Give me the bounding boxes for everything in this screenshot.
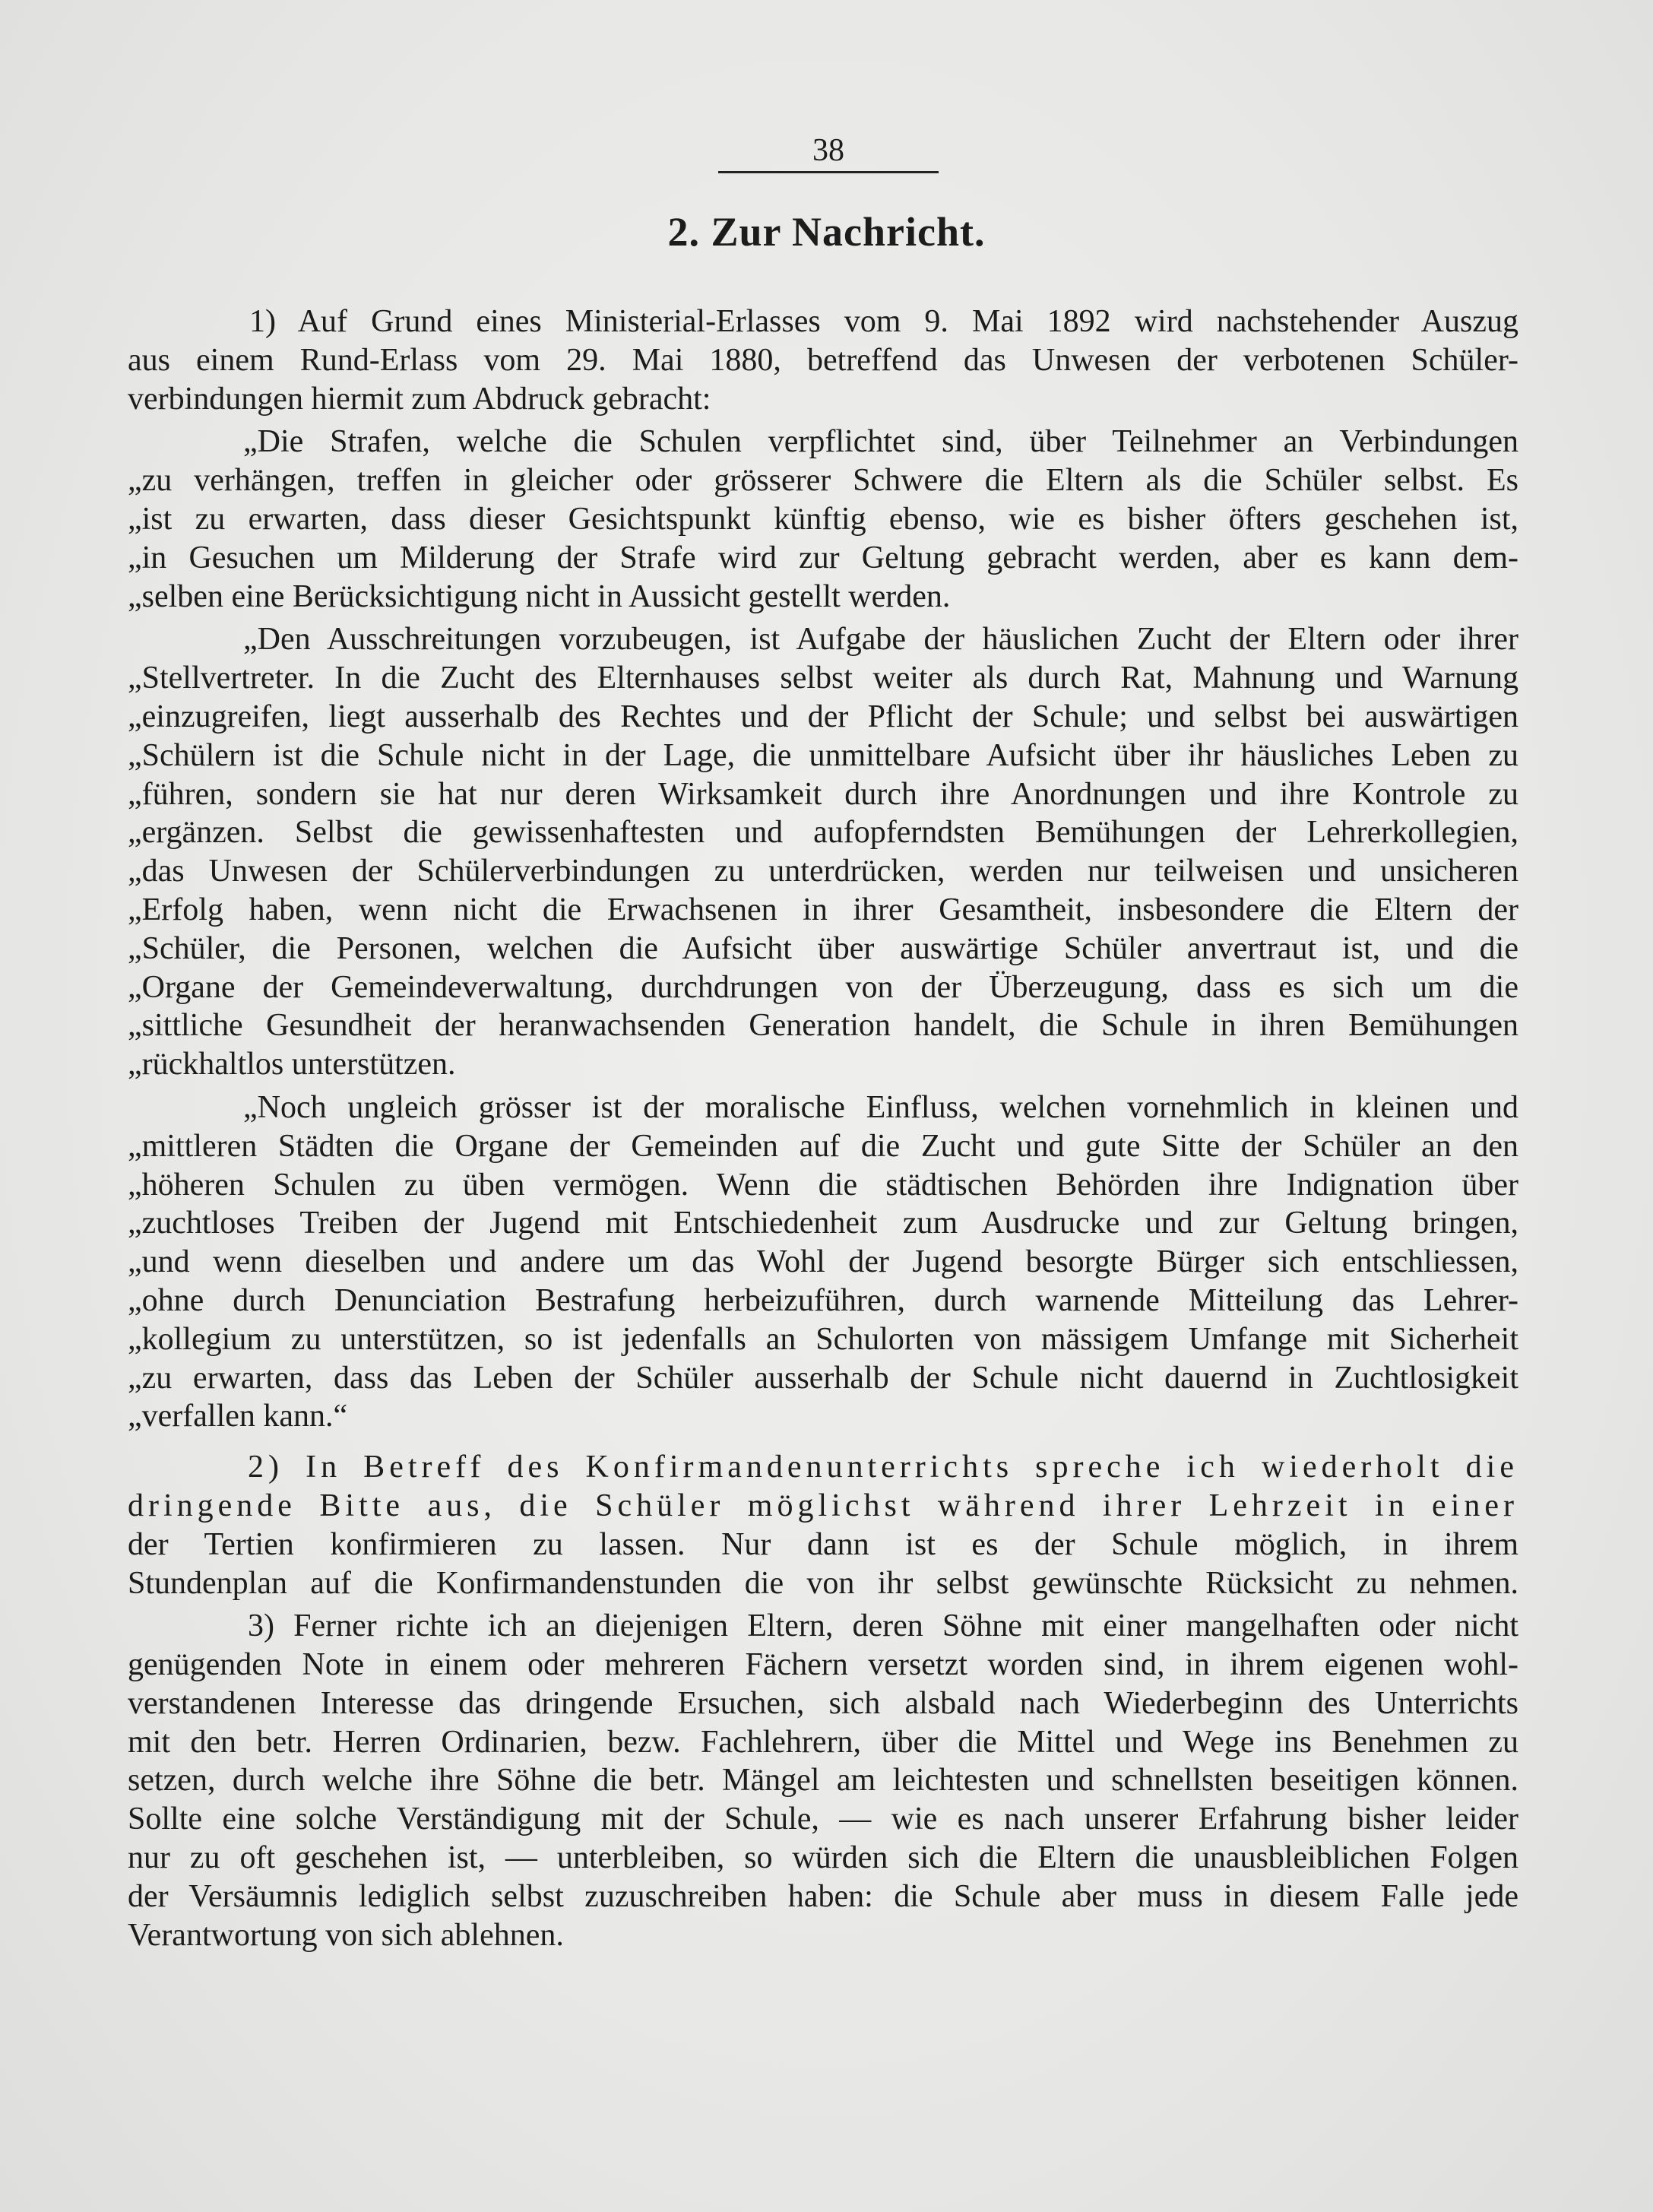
text-line: „einzugreifen, liegt ausserhalb des Rechtes und der Pflicht der Schule; und selbst bei auswärtigen <box>128 699 1518 734</box>
page-number-rule <box>718 171 939 173</box>
text-line: „sittliche Gesundheit der heranwachsenden Generation handelt, die Schule in ihren Bemühungen <box>128 1008 1518 1044</box>
text-line: „Noch ungleich grösser ist der moralische Einfluss, welchen vornehmlich in kleinen und <box>243 1089 1518 1125</box>
text-line: „führen, sondern sie hat nur deren Wirksamkeit durch ihre Anordnungen und ihre Kontrole zu <box>128 776 1518 812</box>
text-line: „und wenn dieselben und andere um das Wohl der Jugend besorgte Bürger sich entschliessen, <box>128 1244 1518 1280</box>
text-line: mit den betr. Herren Ordinarien, bezw. Fachlehrern, über die Mittel und Wege ins Benehmen zu <box>128 1724 1518 1760</box>
text-line: 3) Ferner richte ich an diejenigen Eltern, deren Söhne mit einer mangelhaften oder nicht <box>248 1608 1518 1644</box>
quote-paragraph-2 <box>128 620 1518 1084</box>
text-line: „verfallen kann.“ <box>128 1399 348 1434</box>
quote-paragraph-3 <box>128 1089 1518 1436</box>
quote-paragraph-1 <box>128 423 1518 616</box>
paragraph-3-parents <box>128 1607 1518 1954</box>
text-line: „zu erwarten, dass das Leben der Schüler ausserhalb der Schule nicht dauernd in Zuchtlosigkeit <box>128 1360 1518 1396</box>
text-line: Verantwortung von sich ablehnen. <box>128 1917 564 1953</box>
text-line: „ist zu erwarten, dass dieser Gesichtspunkt künftig ebenso, wie es bisher öfters geschehen ist, <box>128 501 1518 537</box>
text-line: Stundenplan auf die Konfirmandenstunden die von ihr selbst gewünschte Rücksicht zu nehmen. <box>128 1565 1518 1601</box>
text-line: Sollte eine solche Verständigung mit der Schule, — wie es nach unserer Erfahrung bisher leider <box>128 1802 1518 1837</box>
text-line: „kollegium zu unterstützen, so ist jedenfalls an Schulorten von mässigem Umfange mit Sicherheit <box>128 1321 1518 1357</box>
text-line: 1) Auf Grund eines Ministerial-Erlasses vom 9. Mai 1892 wird nachstehender Auszug <box>249 304 1518 339</box>
text-line: „Schüler, die Personen, welchen die Aufsicht über auswärtige Schüler anvertraut ist, und die <box>128 930 1518 966</box>
text-line: dringende Bitte aus, die Schüler möglichst während ihrer Lehrzeit in einer <box>128 1488 1518 1523</box>
text-line: „rückhaltlos unterstützen. <box>128 1047 456 1082</box>
page-number: 38 <box>812 133 844 168</box>
paragraph-2-confirmation <box>128 1448 1518 1602</box>
section-title: 2. Zur Nachricht. <box>667 209 986 255</box>
text-line: „Stellvertreter. In die Zucht des Elternhauses selbst weiter als durch Rat, Mahnung und Warnung <box>128 661 1518 696</box>
text-line: „Erfolg haben, wenn nicht die Erwachsenen in ihrer Gesamtheit, insbesondere die Eltern der <box>128 892 1518 927</box>
text-line: setzen, durch welche ihre Söhne die betr. Mängel am leichtesten und schnellsten beseitigen können. <box>128 1763 1518 1798</box>
text-line: genügenden Note in einem oder mehreren Fächern versetzt worden sind, in ihrem eigenen wohl- <box>128 1647 1518 1683</box>
text-line: „ergänzen. Selbst die gewissenhaftesten und aufopferndsten Bemühungen der Lehrerkollegien, <box>128 815 1518 851</box>
text-line: der Tertien konfirmieren zu lassen. Nur dann ist es der Schule möglich, in ihrem <box>128 1526 1518 1562</box>
text-line: „zuchtloses Treiben der Jugend mit Entschiedenheit zum Ausdrucke und zur Geltung bringen, <box>128 1206 1518 1241</box>
text-line: „in Gesuchen um Milderung der Strafe wird zur Geltung gebracht werden, aber es kann dem- <box>128 540 1518 575</box>
text-line: „zu verhängen, treffen in gleicher oder grösserer Schwere die Eltern als die Schüler selbst. Es <box>128 463 1518 499</box>
text-line: „Organe der Gemeindeverwaltung, durchdrungen von der Überzeugung, dass es sich um die <box>128 969 1518 1005</box>
text-line: „ohne durch Denunciation Bestrafung herbeizuführen, durch warnende Mitteilung das Lehrer- <box>128 1282 1518 1318</box>
text-line: aus einem Rund-Erlass vom 29. Mai 1880, betreffend das Unwesen der verbotenen Schüler- <box>128 342 1518 378</box>
paragraph-1-intro <box>128 303 1518 418</box>
text-line: „das Unwesen der Schülerverbindungen zu unterdrücken, werden nur teilweisen und unsicheren <box>128 854 1518 889</box>
text-line: der Versäumnis lediglich selbst zuzuschreiben haben: die Schule aber muss in diesem Falle jede <box>128 1878 1518 1914</box>
text-line: „selben eine Berücksichtigung nicht in Aussicht gestellt werden. <box>128 578 951 614</box>
body-text <box>128 303 1518 1954</box>
text-line: „Den Ausschreitungen vorzubeugen, ist Aufgabe der häuslichen Zucht der Eltern oder ihrer <box>243 622 1518 658</box>
text-line: „Die Strafen, welche die Schulen verpflichtet sind, über Teilnehmer an Verbindungen <box>243 424 1518 460</box>
text-line: nur zu oft geschehen ist, — unterbleiben, so würden sich die Eltern die unausbleiblichen Folgen <box>128 1840 1518 1876</box>
text-line: 2) In Betreff des Konfirmandenunterrichts spreche ich wiederholt die <box>248 1450 1518 1485</box>
text-line: „Schülern ist die Schule nicht in der Lage, die unmittelbare Aufsicht über ihr häusliches Leben zu <box>128 737 1518 773</box>
text-line: verbindungen hiermit zum Abdruck gebracht: <box>128 381 711 417</box>
text-line: „mittleren Städten die Organe der Gemeinden auf die Zucht und gute Sitte der Schüler an den <box>128 1128 1518 1164</box>
text-line: verstandenen Interesse das dringende Ersuchen, sich alsbald nach Wiederbeginn des Unterrichts <box>128 1685 1518 1721</box>
text-line: „höheren Schulen zu üben vermögen. Wenn die städtischen Behörden ihre Indignation über <box>128 1167 1518 1203</box>
